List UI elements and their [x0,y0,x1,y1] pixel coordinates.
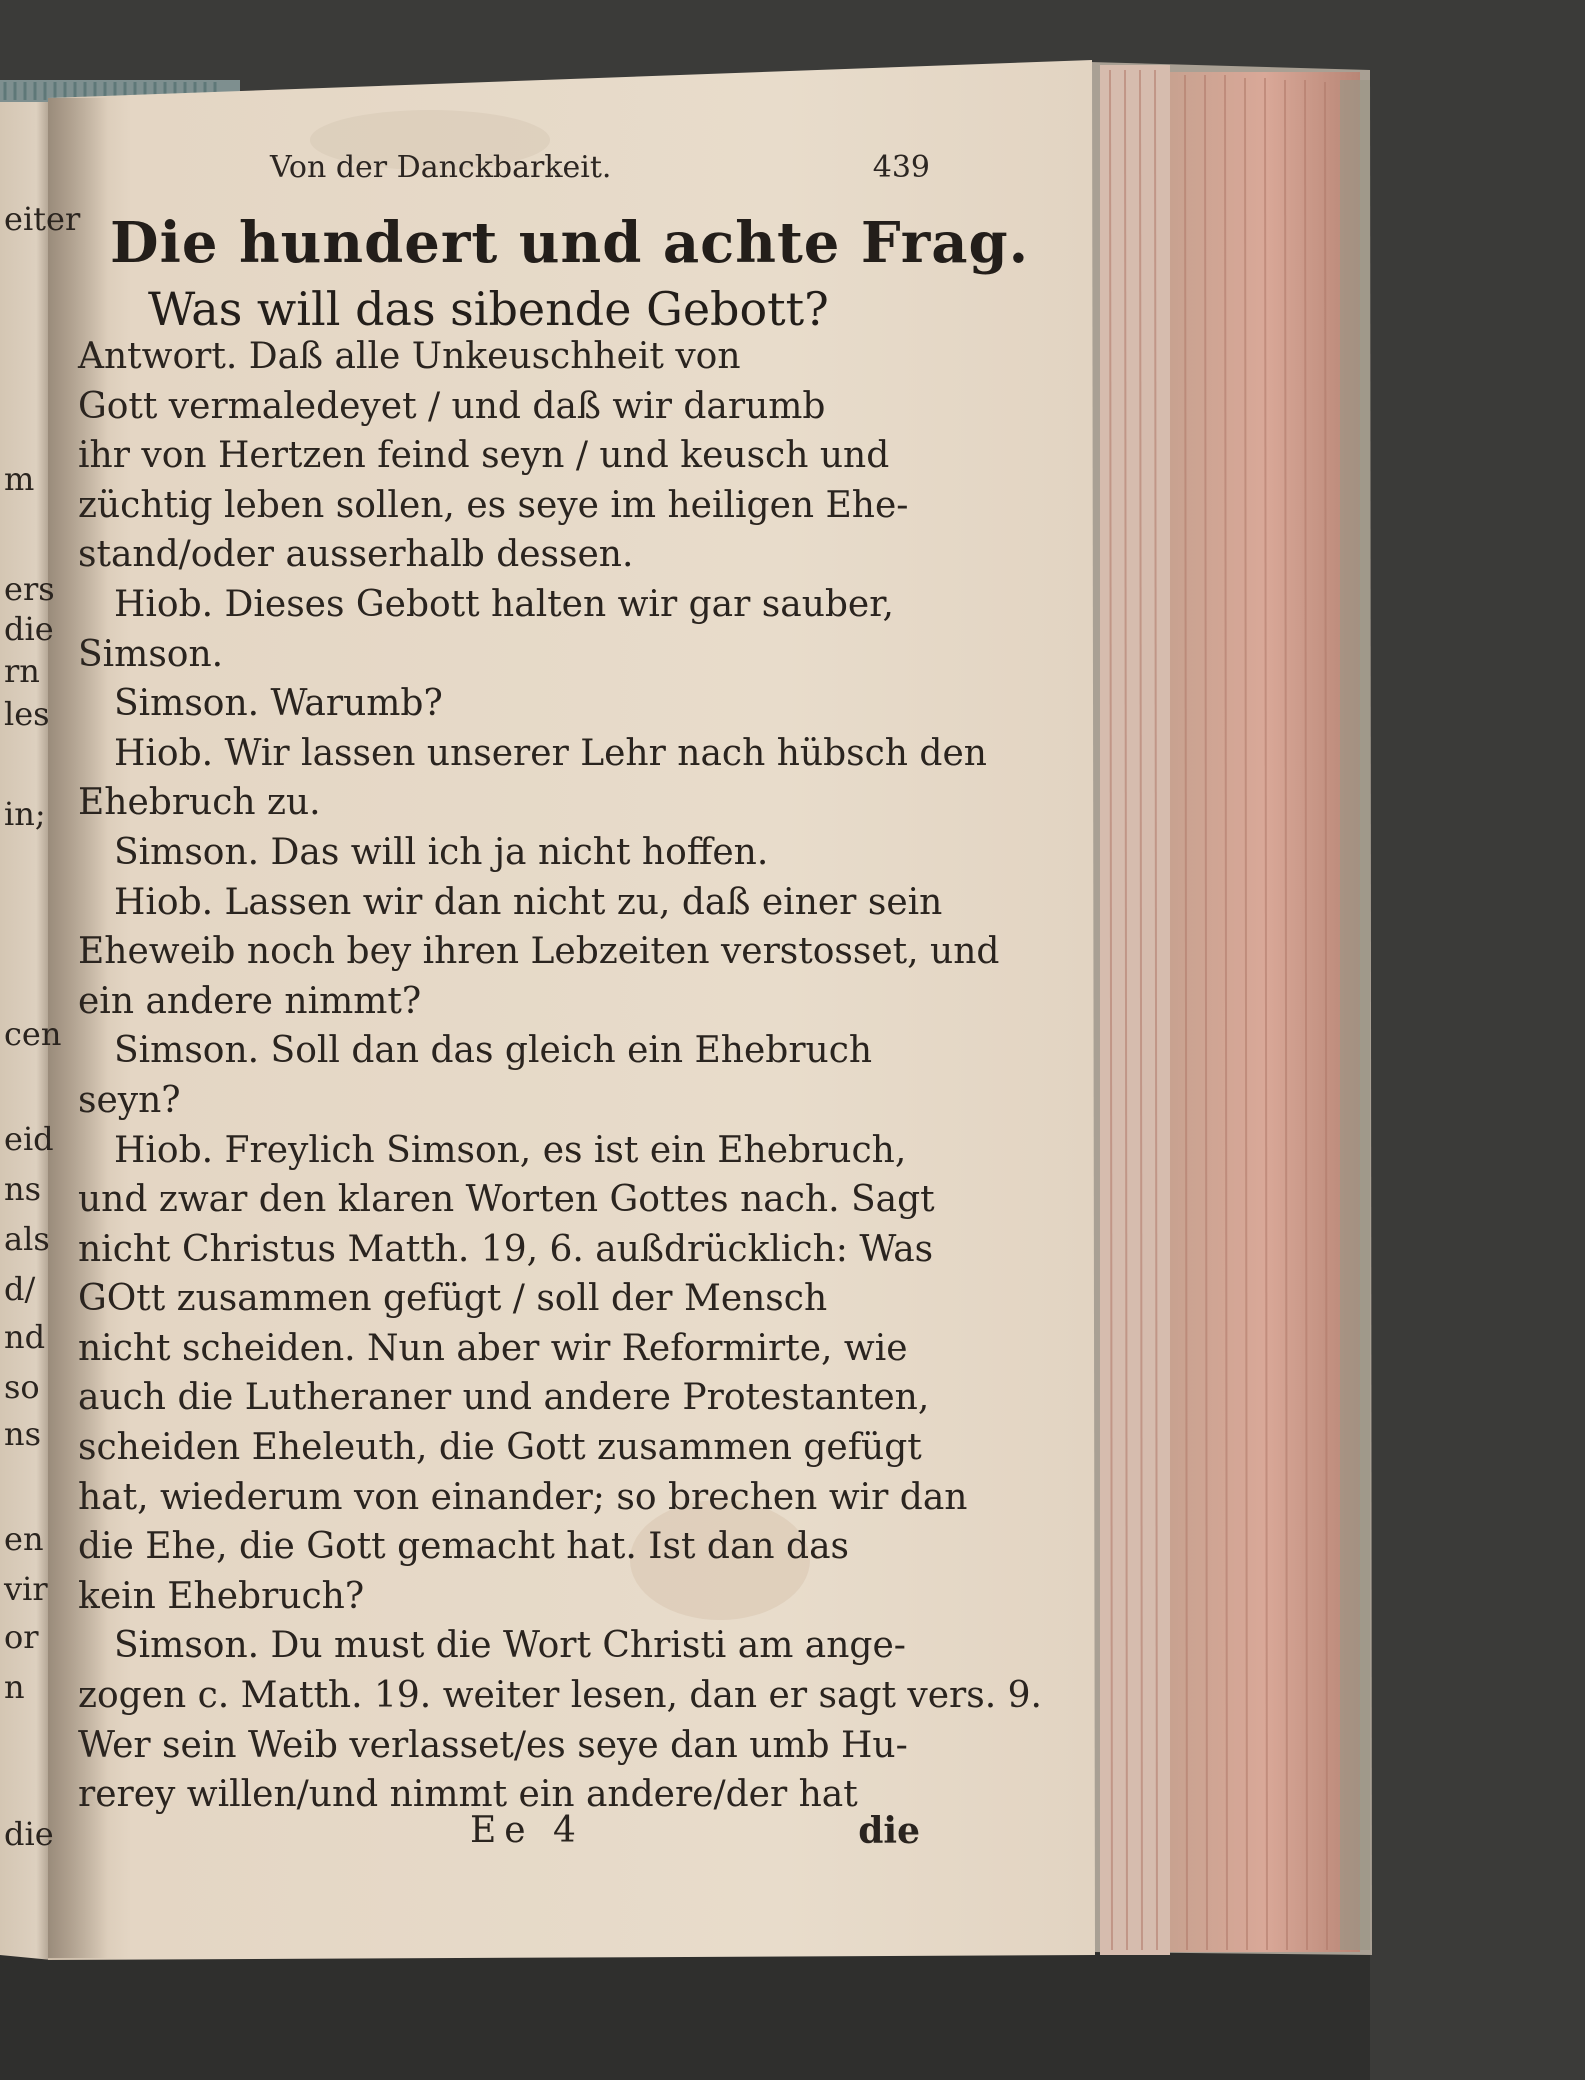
text-line: Hiob. Wir lassen unserer Lehr nach hübsch den [114,732,987,774]
text-line: Hiob. Lassen wir dan nicht zu, daß einer sein [114,881,943,923]
text-line: Wer sein Weib verlasset/es seye dan umb Hu- [78,1724,908,1766]
text-line: die Ehe, die Gott gemacht hat. Ist dan das [78,1526,850,1568]
catchword: die [858,1810,920,1852]
text-line: zogen c. Matth. 19. weiter lesen, dan er sagt vers. 9. [78,1675,1042,1717]
text-line: stand/oder ausserhalb dessen. [78,534,634,576]
text-line: Simson. Soll dan das gleich ein Ehebruch [114,1030,873,1072]
left-fragment: vir [4,1570,48,1608]
left-fragment: m [4,460,35,498]
question-heading: Die hundert und achte Frag. [110,210,1030,276]
page-header [270,150,930,190]
body-text [78,332,1042,1820]
left-fragment: in; [4,795,46,833]
left-fragment: les [4,695,50,733]
running-head: Von der Danckbarkeit. [270,150,612,185]
text-line: GOtt zusammen gefügt / soll der Mensch [78,1278,828,1320]
page-number: 439 [872,150,930,185]
text-line: rerey willen/und nimmt ein andere/der hat [78,1774,858,1816]
text-line: Simson. [78,633,224,675]
text-line: auch die Lutheraner und andere Protestanten, [78,1377,930,1419]
left-fragment: en [4,1520,44,1558]
page-footer [470,1810,920,1854]
left-fragment: or [4,1618,39,1656]
text-line: ihr von Hertzen feind seyn / und keusch und [78,435,890,477]
left-fragment: die [4,1815,54,1853]
text-line: Antwort. Daß alle Unkeuschheit von [78,336,741,377]
text-line: scheiden Eheleuth, die Gott zusammen gefügt [78,1427,922,1469]
text-line: nicht scheiden. Nun aber wir Reformirte, wie [78,1327,908,1369]
text-line: Hiob. Freylich Simson, es ist ein Ehebruch, [114,1129,907,1171]
left-fragment: eid [4,1120,54,1158]
text-line: Simson. Du must die Wort Christi am ange- [114,1625,906,1667]
text-line: Hiob. Dieses Gebott halten wir gar sauber, [114,583,894,625]
left-fragment: so [4,1368,40,1406]
left-fragment: ers [4,570,55,608]
text-line: ein andere nimmt? [78,980,422,1022]
left-fragment: ns [4,1415,42,1453]
left-fragment: cen [4,1015,62,1053]
text-line: Ehebruch zu. [78,782,321,824]
text-line: seyn? [78,1079,181,1121]
text-line: Simson. Warumb? [114,683,443,725]
left-fragment: eiter [4,200,81,238]
question-subheading: Was will das sibende Gebott? [148,282,829,336]
text-line: hat, wiederum von einander; so brechen wir dan [78,1476,968,1518]
text-line: Simson. Das will ich ja nicht hoffen. [114,831,769,873]
text-line: kein Ehebruch? [78,1575,365,1617]
signature-mark: Ee 4 [470,1810,584,1851]
text-line: und zwar den klaren Worten Gottes nach. Sagt [78,1179,935,1221]
left-fragment: d/ [4,1270,36,1308]
text-line: Gott vermaledeyet / und daß wir darumb [78,385,826,427]
left-fragment: als [4,1220,50,1258]
left-fragment: nd [4,1318,46,1356]
text-line: züchtig leben sollen, es seye im heiligen Ehe- [78,484,909,526]
left-fragment: ns [4,1170,42,1208]
text-line: nicht Christus Matth. 19, 6. außdrücklich: Was [78,1228,934,1270]
left-fragment: die [4,610,54,648]
left-fragment: rn [4,652,40,690]
left-fragment: n [4,1668,25,1706]
text-line: Eheweib noch bey ihren Lebzeiten verstosset, und [78,931,1000,973]
